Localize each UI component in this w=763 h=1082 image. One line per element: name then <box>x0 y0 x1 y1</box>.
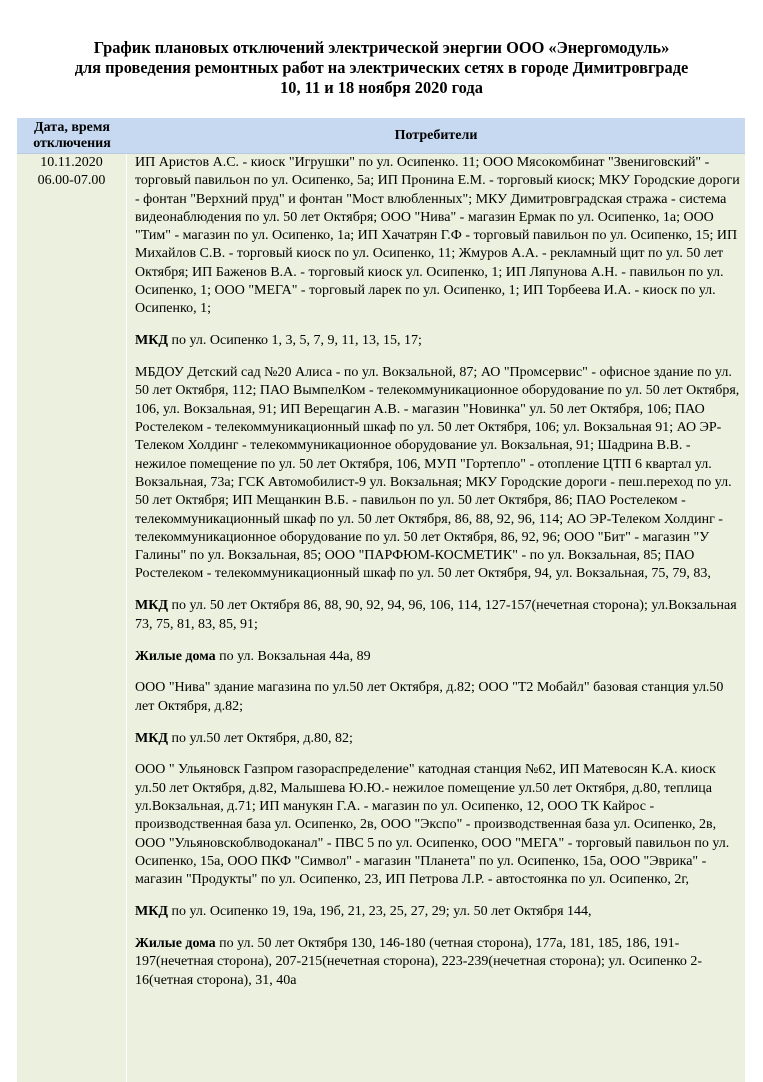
header-date-time-line-2: отключения <box>33 136 111 151</box>
consumer-paragraph <box>135 648 743 666</box>
paragraph-text: по ул.50 лет Октября, д.80, 82; <box>168 730 353 746</box>
table-header <box>17 118 745 154</box>
consumer-paragraph <box>135 903 743 921</box>
document-title <box>30 38 733 98</box>
paragraph-bold-label: МКД <box>135 598 168 614</box>
title-line-2: для проведения ремонтных работ на электрических сетях в городе Димитровграде <box>74 58 689 77</box>
table-row <box>17 154 745 1082</box>
title-line-3: 10, 11 и 18 ноября 2020 года <box>280 78 483 97</box>
paragraph-bold-label: Жилые дома <box>135 648 216 664</box>
consumer-paragraph <box>135 597 743 634</box>
consumer-paragraph <box>135 332 743 350</box>
consumer-paragraph <box>135 730 743 748</box>
header-date-time <box>17 118 127 153</box>
consumer-paragraph <box>135 761 743 889</box>
row-date-time <box>17 154 127 1082</box>
row-consumers <box>127 154 745 1082</box>
row-time: 06.00-07.00 <box>37 172 106 188</box>
title-line-1: График плановых отключений электрической энергии ООО «Энергомодуль» <box>93 38 670 57</box>
paragraph-text: ИП Аристов А.С. - киоск "Игрушки" по ул. Осипенко. 11; ООО Мясокомбинат "Звениговский" - торговый павильон по ул. Осипенко, 5а; ИП Пронина Е.М. - торговый киоск; МКУ Городские дороги - фонтан "Верхний пруд" и фонтан "Мост влюбленных"; МКУ Димитровградская стража - система видеонаблюдения по ул. 50 лет Октября; ООО "Нива" - магазин Ермак по ул. Осипенко, 1а; ООО "Тим" - магазин по ул. Осипенко, 1а; ИП Хачатрян Г.Ф - торговый павильон по ул. Осипенко, 15; ИП Михайлов С.В. - торговый киоск по ул. Осипенко, 11; Жмуров А.А. - рекламный щит по ул. 50 лет Октября; ИП Баженов В.А. - торговый киоск ул. Осипенко, 1; ИП Ляпунова А.Н. - павильон по ул. Осипенко, 1; ООО "МЕГА" - торговый ларек по ул. Осипенко, 1; ИП Торбеева И.А. - киоск по ул. Осипенко, 1; <box>135 155 740 317</box>
paragraph-bold-label: МКД <box>135 730 168 746</box>
header-consumers: Потребители <box>394 128 478 143</box>
paragraph-text: МБДОУ Детский сад №20 Алиса - по ул. Вокзальной, 87; АО "Промсервис" - офисное здание по ул. 50 лет Октября, 112; ПАО ВымпелКом - телекоммуникационное оборудование по ул. 50 лет Октября, 106, ул. Вокзальная, 91; ИП Верещагин А.В. - магазин "Новинка" ул. 50 лет Октября, 106; ПАО Ростелеком - телекоммуникационный шкаф по ул. 50 лет Октября, 106; ул. Вокзальная 91; АО ЭР-Телеком Холдинг - телекоммуникационное оборудование ул. Вокзальная, 91; Шадрина В.В. - нежилое помещение по ул. 50 лет Октября, 106, МУП "Гортепло" - отопление ЦТП 6 квартал ул. Вокзальная, 73а; ГСК Автомобилист-9 ул. Вокзальная; МКУ Городские дороги - пеш.переход по ул. 50 лет Октября; ИП Мещанкин В.Б. - павильон по ул. 50 лет Октября, 86; ПАО Ростелеком - телекоммуникационный шкаф по ул. 50 лет Октября, 86, 88, 92, 96, 114; АО ЭР-Телеком Холдинг - телекоммуникационное оборудование по ул. 50 лет Октября, 86, 92, 96; ООО "Бит" - магазин "У Галины" по ул. Вокзальная, 85; ООО "ПАРФЮМ-КОСМЕТИК" - по ул. Вокзальная, 85; ПАО Ростелеком - телекоммуникационный шкаф по ул. 50 лет Октября, 94, ул. Вокзальная, 75, 79, 83, <box>135 365 740 582</box>
consumer-paragraph <box>135 154 743 319</box>
paragraph-text: по ул. 50 лет Октября 130, 146-180 (четная сторона), 177а, 181, 185, 186, 191-197(нечетная сторона), 207-215(нечетная сторона), 223-239(нечетная сторона); ул. Осипенко 2-16(четная сторона), 31, 40а <box>135 936 703 988</box>
consumer-paragraph <box>135 935 743 990</box>
paragraph-text: по ул. Осипенко 1, 3, 5, 7, 9, 11, 13, 15, 17; <box>168 333 422 349</box>
header-date-time-line-1: Дата, время <box>34 120 110 135</box>
paragraph-text: по ул. 50 лет Октября 86, 88, 90, 92, 94, 96, 106, 114, 127-157(нечетная сторона); ул.Вокзальная 73, 75, 81, 83, 85, 91; <box>135 598 737 632</box>
paragraph-bold-label: МКД <box>135 333 168 349</box>
paragraph-text: по ул. Вокзальная 44а, 89 <box>215 648 371 664</box>
paragraph-text: ООО "Нива" здание магазина по ул.50 лет Октября, д.82; ООО "Т2 Мобайл" базовая станция ул.50 лет Октября, д.82; <box>135 680 724 714</box>
paragraph-bold-label: МКД <box>135 904 168 920</box>
paragraph-text: по ул. Осипенко 19, 19а, 19б, 21, 23, 25, 27, 29; ул. 50 лет Октября 144, <box>168 904 592 920</box>
consumer-paragraph <box>135 679 743 716</box>
row-date: 10.11.2020 <box>40 155 103 170</box>
outage-table <box>17 118 745 1082</box>
paragraph-bold-label: Жилые дома <box>135 936 216 952</box>
consumer-paragraph <box>135 364 743 584</box>
paragraph-text: ООО " Ульяновск Газпром газораспределение" катодная станция №62, ИП Матевосян К.А. киоск ул.50 лет Октября, д.82, Малышева Ю.Ю.- нежилое помещение ул.50 лет Октября, д.80, теплица ул.Вокзальная, д.71; ИП манукян Г.А. - магазин по ул. Осипенко, 12, ООО ТК Кайрос - производственная база ул. Осипенко, 2в, ООО "Экспо" - производственная база ул. Осипенко, 2в, ООО "Ульяновскоблводоканал" - ПВС 5 по ул. Осипенко, ООО "МЕГА" - торговый павильон по ул. Осипенко, 15а, ООО ПКФ "Символ" - магазин "Планета" по ул. Осипенко, 15а, ООО "Эврика" - магазин "Продукты" по ул. Осипенко, 23, ИП Петрова Л.Р. - автостоянка по ул. Осипенко, 2г, <box>135 762 730 888</box>
